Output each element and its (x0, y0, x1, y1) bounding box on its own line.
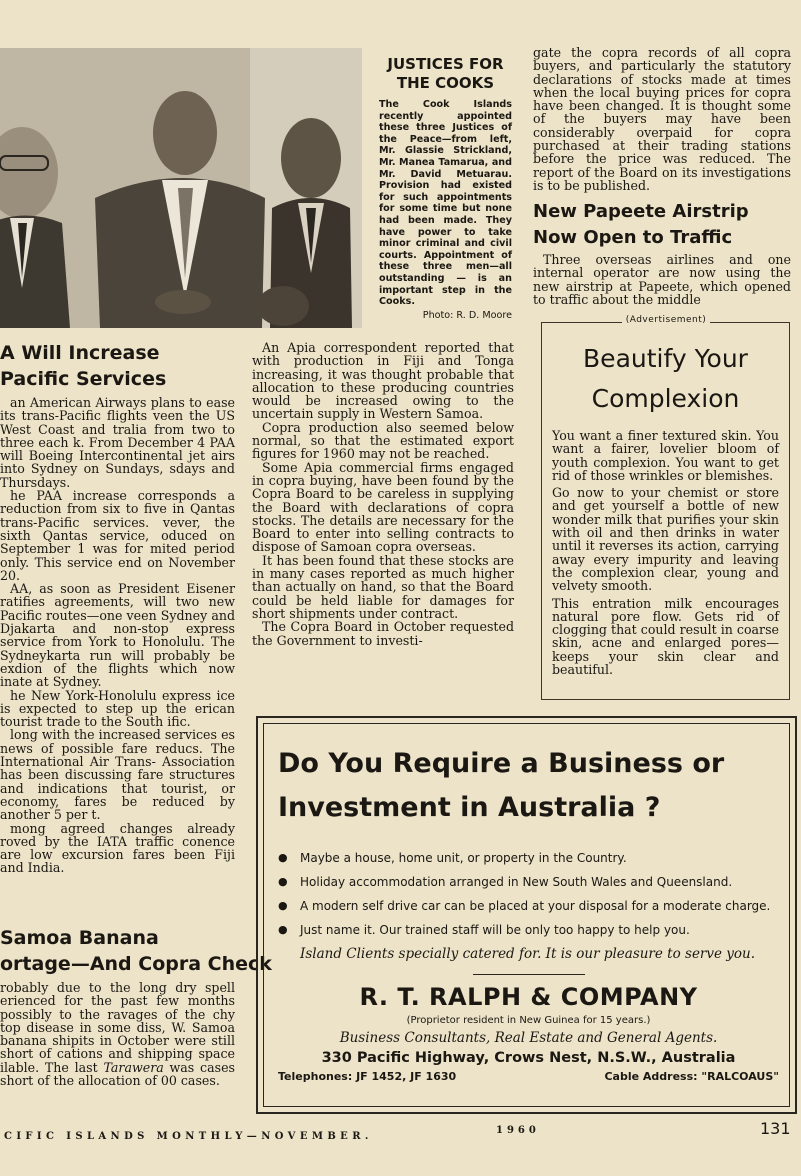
apia-paragraph: An Apia correspondent reported that with production in Fiji and Tonga increasing, it was thought probable that allocation to these producing countries would be increased owing to the uncertain supply in Western Samoa. (252, 340, 514, 422)
paa-headline-2: Pacific Services (0, 368, 167, 390)
ralph-contact-row (278, 1070, 779, 1083)
apia-paragraph: The Copra Board in October requested the Government to investi- (252, 619, 514, 648)
paa-article (0, 340, 235, 920)
caption-text: The Cook Islands recently appointed these three Justices of the Peace—from left, Mr. Glassie Strickland, Mr. Manea Tamarua, and Mr. David Metuarau. Provision had existed for such appointments for some time but none had been made. They have power to take minor criminal and civil courts. Appointment of these three men—all outstanding — is an important step in the Cooks. (379, 99, 512, 308)
advert-title-2: Complexion (591, 384, 740, 413)
apia-paragraph: Copra production also seemed below normal, so that the estimated export figures for 1960 may not be reached. (252, 419, 514, 462)
paa-paragraph: he New York-Honolulu express ice is expected to step up the erican tourist trade to the South ific. (0, 687, 235, 730)
ralph-address: 330 Pacific Highway, Crows Nest, N.S.W., Australia (321, 1050, 736, 1066)
ralph-advert (256, 716, 797, 1114)
advert-paragraph: This entration milk encourages natural pore flow. Gets rid of clogging that could result in coarse skin, acne and enlarged pores—keeps your skin clear and beautiful. (552, 595, 779, 678)
caption-title: JUSTICES FOR THE COOKS (387, 55, 504, 92)
copra-continuation (533, 46, 791, 192)
paa-paragraph: AA, as soon as President Eisener ratifies agreements, will two new Pacific routes—one veen Sydney and Djakarta and non-stop express service from York to Honolulu. The Sydneykarta run will probably be exdion of the flights which now inate at Sydney. (0, 581, 235, 690)
airstrip-text: Three overseas airlines and one internal operator are now using the new airstrip at Papeete, which opened to traffic about the middle (533, 252, 791, 307)
ralph-divider (473, 974, 585, 975)
apia-paragraph: Some Apia commercial firms engaged in copra buying, have been found by the Copra Board to be careless in supplying the Board with declarations of copra stocks. The details are necessary for the Board to enter into selling contracts to dispose of Samoan copra overseas. (252, 459, 514, 555)
paa-headline-1: A Will Increase (0, 342, 160, 364)
footer-magazine: CIFIC ISLANDS MONTHLY—NOVEMBER. (4, 1131, 373, 1142)
ralph-proprietor: (Proprietor resident in New Guinea for 15 years.) (406, 1015, 651, 1026)
paa-paragraph: mong agreed changes already roved by the IATA traffic conence are low excursion fares been Fiji and India. (0, 820, 235, 876)
footer-year: 1960 (496, 1125, 540, 1136)
ralph-bullet-list (278, 848, 779, 940)
banana-headline-2: ortage—And Copra Check (0, 953, 272, 975)
page-number: 131 (760, 1119, 791, 1138)
photo-credit: Photo: R. D. Moore (422, 309, 512, 321)
ralph-company: R. T. RALPH & COMPANY (359, 983, 698, 1011)
copra-continuation-text: gate the copra records of all copra buyers, and particularly the statutory declarations of stocks made at times when the local buying prices for copra have been changed. It is thought some of the buyers may have been considerably overpaid for copra purchased at their trading stations before the price was reduced. The report of the Board on its investigations is to be published. (533, 45, 791, 193)
ralph-telephones: Telephones: JF 1452, JF 1630 (278, 1070, 457, 1083)
banana-text: robably due to the long dry spell erienced for the past few months possibly to the ravages of the chy top disease in some diss, W. Samoa banana shipits in October were still short of cations and shipping space ilable. The last Tarawera was cases short of the allocation of 00 cases. (0, 980, 235, 1089)
ralph-bullet: ● Just name it. Our trained staff will be only too happy to help you. (278, 920, 779, 940)
complexion-advert (541, 322, 790, 700)
advert-paragraph: You want a finer textured skin. You want a fairer, lovelier bloom of youth complexion. You want to get rid of those wrinkles or blemishes. (552, 428, 779, 483)
paa-paragraph: long with the increased services es news of possible fare reducs. The International Air Trans- Association has been discussing fare structures and indications that tourist, or economy, fares be reduced by another 5 per t. (0, 727, 235, 823)
ralph-tagline: Island Clients specially catered for. It is our pleasure to serve you. (300, 946, 756, 962)
ralph-business: Business Consultants, Real Estate and General Agents. (339, 1030, 718, 1046)
photo-caption (379, 55, 512, 321)
banana-article (0, 925, 272, 1115)
justices-photo (0, 48, 362, 328)
ralph-headline-2: Investment in Australia ? (278, 792, 661, 823)
banana-headline-1: Samoa Banana (0, 927, 159, 949)
ralph-cable: Cable Address: "RALCOAUS" (604, 1070, 779, 1083)
ralph-bullet: ● Holiday accommodation arranged in New South Wales and Queensland. (278, 872, 779, 892)
advert-label: (Advertisement) (541, 315, 791, 325)
apia-paragraph: It has been found that these stocks are in many cases reported as much higher than actually on hand, so that the Board could be held liable for damages for short shipments under contract. (252, 552, 514, 621)
advert-title-1: Beautify Your (583, 344, 748, 373)
airstrip-headline-1: New Papeete Airstrip (533, 201, 749, 222)
ralph-bullet: ● A modern self drive car can be placed at your disposal for a moderate charge. (278, 896, 779, 916)
apia-article (252, 341, 514, 647)
ship-name: Tarawera (103, 1059, 164, 1075)
paa-paragraph: an American Airways plans to ease its trans-Pacific flights veen the US West Coast and tralia from two to three each k. From December 4 PAA will Boeing Intercontinental jet airs into Sydney on Sundays, sdays and Thursdays. (0, 395, 235, 490)
ralph-headline-1: Do You Require a Business or (278, 748, 725, 779)
ralph-bullet: ● Maybe a house, home unit, or property in the Country. (278, 848, 779, 868)
airstrip-headline-2: Now Open to Traffic (533, 227, 733, 248)
advert-paragraph: Go now to your chemist or store and get yourself a bottle of new wonder milk that purifies your skin with oil and then drinks in water until it reverses its action, carrying away every impurity and leaving the complexion clear, young and velvety smooth. (552, 485, 779, 594)
airstrip-article (533, 199, 791, 306)
paa-paragraph: he PAA increase corresponds a reduction from six to five in Qantas trans-Pacific services. vever, the sixth Qantas service, oduced on September 1 was for mited period only. This service end on November 20. (0, 488, 235, 583)
